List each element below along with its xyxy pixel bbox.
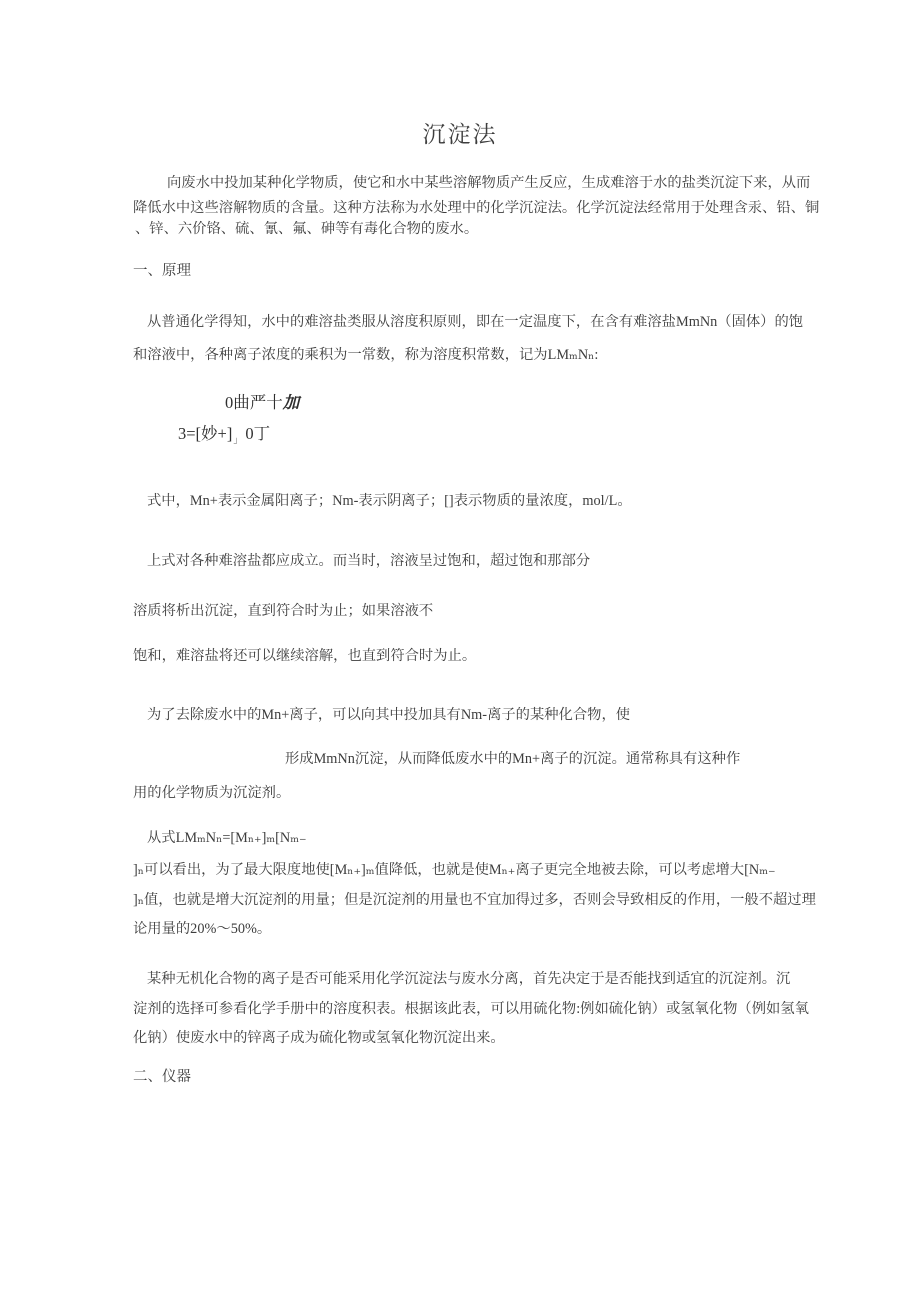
formula-line-1-italic: 加 <box>282 393 300 412</box>
formula-line-2-tail: 0丁 <box>245 424 271 443</box>
paragraph-line: 形成MmNn沉淀，从而降低废水中的Mn+离子的沉淀。通常称具有这种作 <box>285 751 741 767</box>
formula-line-2 <box>178 424 270 446</box>
document-title: 沉淀法 <box>422 122 498 147</box>
paragraph-line: 某种无机化合物的离子是否可能采用化学沉淀法与废水分离，首先决定于是否能找到适宜的沉淀剂。沉 <box>147 971 791 987</box>
paragraph-line: 淀剂的选择可参看化学手册中的溶度积表。根据该此表，可以用硫化物:例如硫化钠）或氢氧化物（例如氢氧 <box>133 1001 809 1017</box>
section-heading-principle: 一、原理 <box>133 263 191 279</box>
paragraph-line: ]ₙ值，也就是增大沉淀剂的用量；但是沉淀剂的用量也不宜加得过多，否则会导致相反的作用，一般不超过理 <box>133 892 816 908</box>
paragraph-line: 和溶液中，各种离子浓度的乘积为一常数，称为溶度积常数，记为LMₘNₙ: <box>133 347 599 363</box>
paragraph-line: 、锌、六价铬、硫、氰、氟、砷等有毒化合物的废水。 <box>135 221 479 237</box>
formula-line-1 <box>225 393 299 413</box>
paragraph-line: 降低水中这些溶解物质的含量。这种方法称为水处理中的化学沉淀法。化学沉淀法经常用于处理含汞、铅、铜 <box>133 200 820 216</box>
section-heading-apparatus: 二、仪器 <box>133 1069 191 1085</box>
paragraph-line: 为了去除废水中的Mn+离子，可以向其中投加具有Nm-离子的某种化合物，使 <box>147 707 631 723</box>
formula-line-2-subscript: 」 <box>233 435 243 445</box>
paragraph-line: 溶质将析出沉淀，直到符合时为止；如果溶液不 <box>133 603 434 619</box>
paragraph-line: 从式LMₘNₙ=[Mₙ₊]ₘ[Nₘ₋ <box>147 830 307 846</box>
paragraph-line: 论用量的20%～50%。 <box>133 921 272 937</box>
paragraph-line: 式中，Mn+表示金属阳离子；Nm-表示阴离子；[]表示物质的量浓度，mol/L。 <box>147 493 632 509</box>
paragraph-line: 向废水中投加某种化学物质，使它和水中某些溶解物质产生反应，生成难溶于水的盐类沉淀下来，从而 <box>167 175 811 191</box>
paragraph-line: 从普通化学得知，水中的难溶盐类服从溶度积原则，即在一定温度下，在含有难溶盐MmNn（固体）的饱 <box>147 314 804 330</box>
paragraph-line: 饱和，难溶盐将还可以继续溶解，也直到符合时为止。 <box>133 648 477 664</box>
paragraph-line: 用的化学物质为沉淀剂。 <box>133 785 291 801</box>
formula-line-2-main: 3=[妙+] <box>178 424 233 443</box>
paragraph-line: ]ₙ可以看出，为了最大限度地使[Mₙ₊]ₘ值降低，也就是使Mₙ₊离子更完全地被去除，可以考虑增大[Nₘ₋ <box>133 862 776 878</box>
formula-line-1-main: 0曲严十 <box>225 393 283 412</box>
paragraph-line: 化钠）使废水中的锌离子成为硫化物或氢氧化物沉淀出来。 <box>133 1030 505 1046</box>
paragraph-line: 上式对各种难溶盐都应成立。而当时，溶液呈过饱和，超过饱和那部分 <box>147 553 591 569</box>
